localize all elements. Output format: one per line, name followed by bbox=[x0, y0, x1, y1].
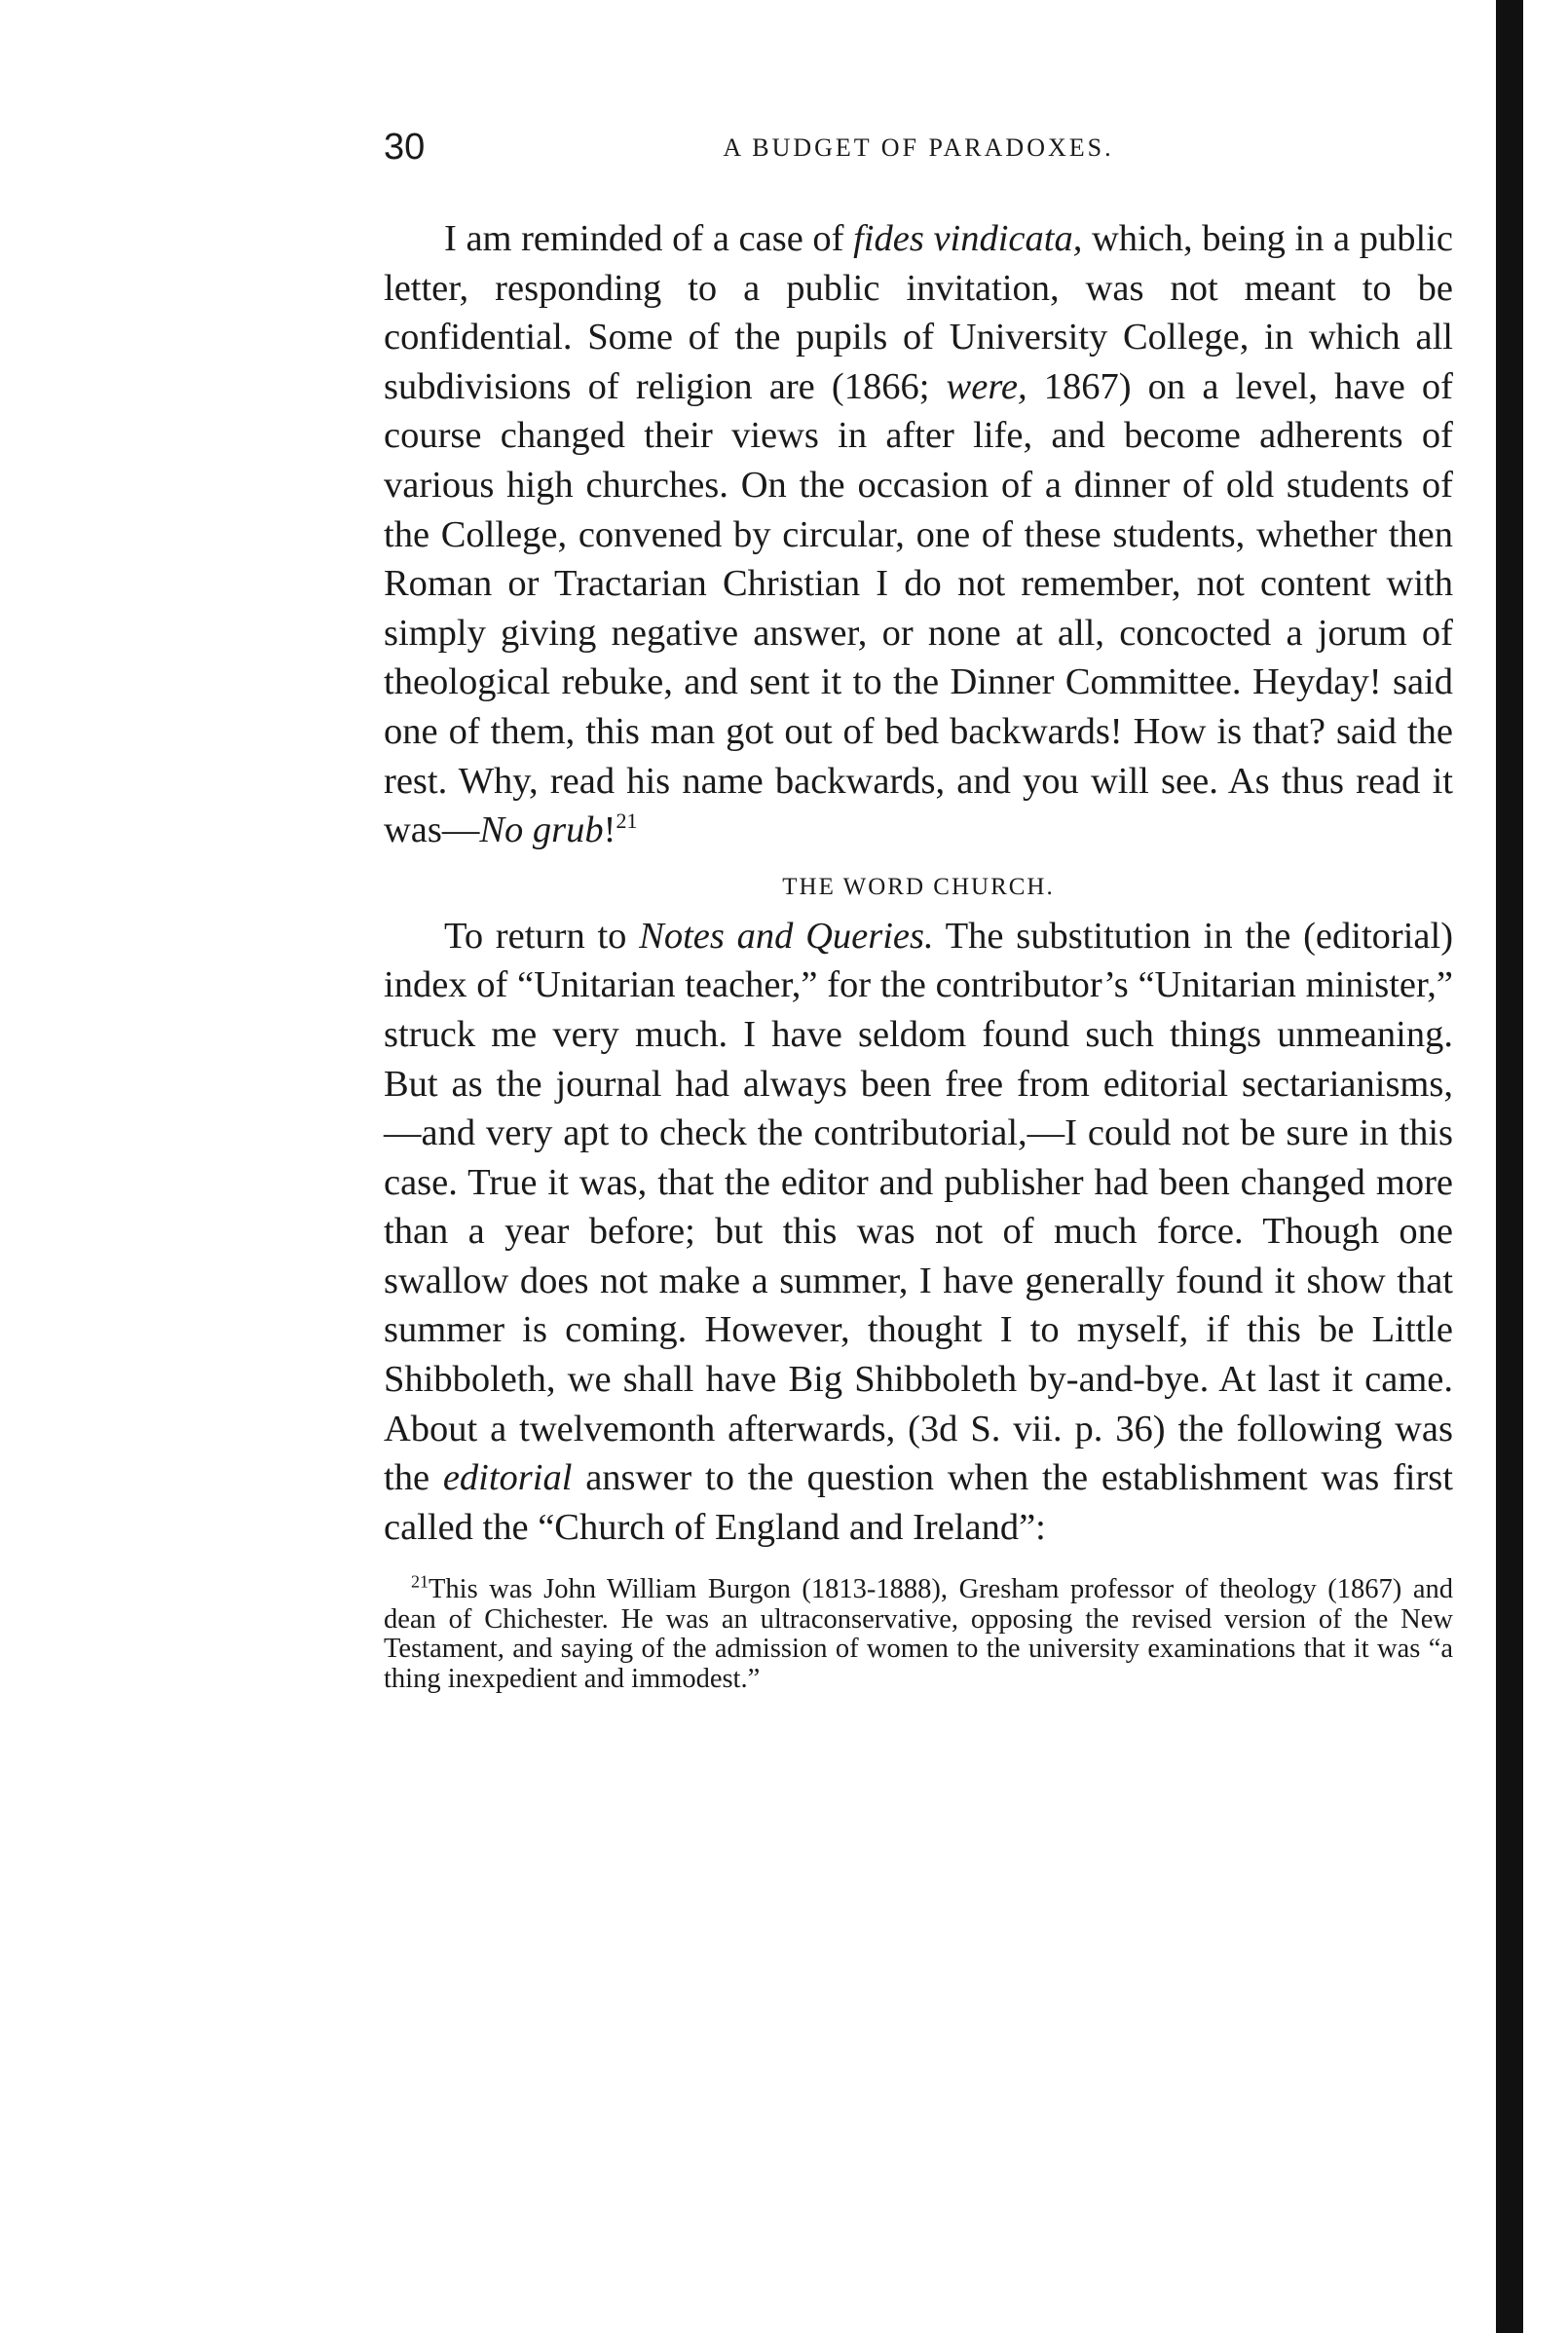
paragraph-text: ! bbox=[603, 809, 616, 851]
italic-phrase: Notes and Queries. bbox=[639, 915, 934, 957]
section-heading: THE WORD CHURCH. bbox=[782, 873, 1055, 900]
italic-phrase: fides vindicata, bbox=[853, 218, 1083, 259]
paragraph-text: To return to bbox=[444, 915, 640, 957]
paragraph-text: which, being in a public letter, responding to a public invitation, was not meant to be confidential. Some of the pupils of University College, in which all subdivisions of religion are (1866; bbox=[384, 218, 1453, 407]
italic-phrase: No grub bbox=[479, 809, 604, 851]
scan-binding-edge bbox=[1496, 0, 1523, 2333]
paragraph-text: 1867) on a level, have of course changed their views in after life, and become adherents of various high churches. On the occasion of a dinner of old students of the College, convened by circular, one of these students, whether then Roman or Tractarian Christian I do not remember, not content with simply giving negative answer, or none at all, concocted a jorum of theological rebuke, and sent it to the Dinner Committee. Heyday! said one of them, this man got out of bed backwards! How is that? said the rest. Why, read his name backwards, and you will see. As thus read it was— bbox=[384, 365, 1453, 851]
footnote bbox=[384, 1571, 1453, 1694]
footnote-text: This was John William Burgon (1813-1888), Gresham professor of theology (1867) and dean of Chichester. He was an ultraconservative, opposing the revised version of the New Testament, and saying of the admission of women to the university examinations that it was “a thing inexpedient and immodest.” bbox=[384, 1574, 1453, 1694]
page-number: 30 bbox=[384, 127, 426, 168]
paragraph-fides-vindicata bbox=[384, 214, 1453, 855]
paragraph-word-church bbox=[384, 912, 1453, 1553]
body-text bbox=[384, 214, 1453, 1694]
paragraph-text: answer to the question when the establishment was first called the “Church of England and Ireland”: bbox=[384, 1457, 1453, 1548]
footnote-reference[interactable]: 21 bbox=[616, 809, 638, 834]
running-title: A BUDGET OF PARADOXES. bbox=[723, 133, 1114, 162]
footnote-marker: 21 bbox=[411, 1571, 429, 1592]
paragraph-text: The substitution in the (editorial) index of “Unitarian teacher,” for the contributor’s “Unitarian minister,” struck me very much. I have seldom found such things unmeaning. But as the journal had always been free from editorial sectarianisms, —and very apt to check the contributorial,—I could not be sure in this case. True it was, that the editor and publisher had been changed more than a year before; but this was not of much force. Though one swallow does not make a summer, I have generally found it show that summer is coming. However, thought I to myself, if this be Little Shibboleth, we shall have Big Shibboleth by-and-bye. At last it came. About a twelvemonth afterwards, (3d S. vii. p. 36) the following was the bbox=[384, 915, 1454, 1499]
paragraph-text: I am reminded of a case of bbox=[444, 218, 854, 259]
italic-phrase: were, bbox=[946, 365, 1027, 407]
italic-phrase: editorial bbox=[442, 1457, 573, 1499]
running-head bbox=[384, 123, 1453, 171]
